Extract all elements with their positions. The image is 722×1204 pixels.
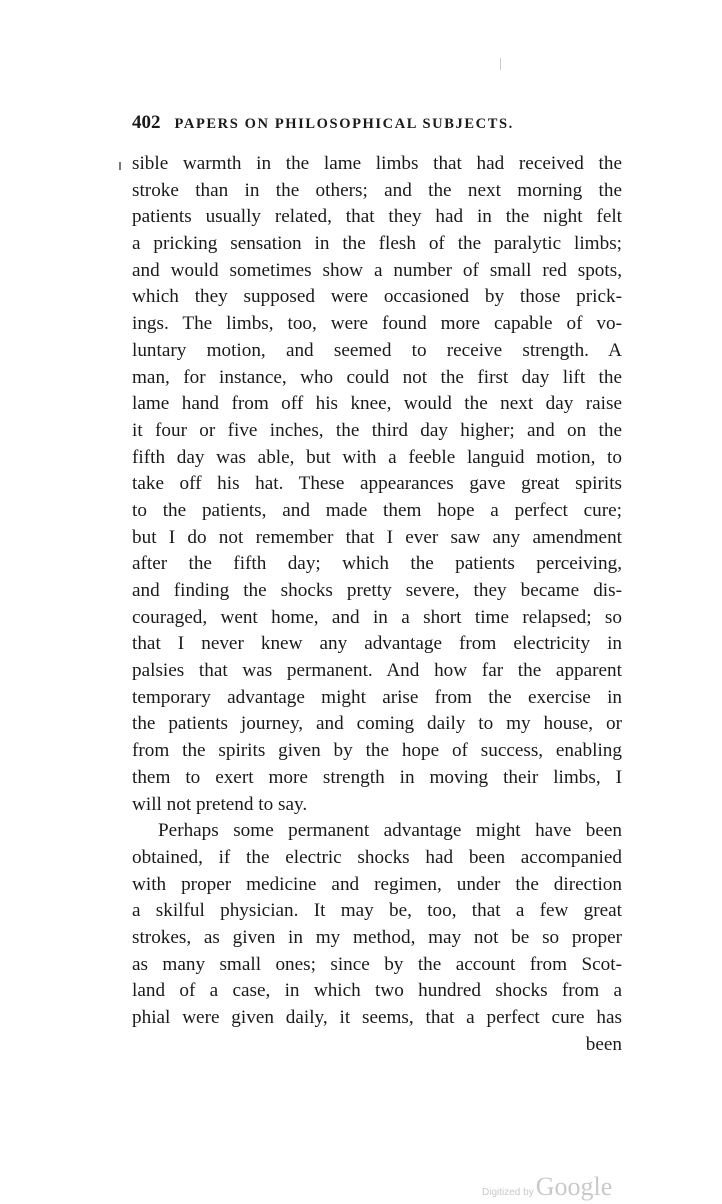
text-line: sible warmth in the lame limbs that had received the [132, 153, 622, 174]
catchword: been [585, 1033, 622, 1055]
text-line: stroke than in the others; and the next morning the [132, 179, 622, 201]
text-line: that I never knew any advantage from electricity in [132, 633, 622, 655]
text-line: after the fifth day; which the patients perceiving, [132, 553, 622, 575]
page-number: 402 [132, 112, 161, 133]
text-line: fifth day was able, but with a feeble languid motion, to [132, 446, 622, 468]
text-line: temporary advantage might arise from the exercise in [132, 686, 622, 708]
scan-mark [500, 58, 501, 70]
text-line: and finding the shocks pretty severe, they became dis- [132, 580, 622, 601]
text-line: a pricking sensation in the flesh of the paralytic limbs; [132, 233, 622, 255]
text-line: ings. The limbs, too, were found more capable of vo- [132, 313, 622, 335]
text-line: couraged, went home, and in a short time relapsed; so [132, 606, 622, 628]
running-title: PAPERS ON PHILOSOPHICAL SUBJECTS. [174, 116, 514, 132]
text-line: with proper medicine and regimen, under the direction [132, 873, 622, 895]
text-line: which they supposed were occasioned by those prick- [132, 286, 622, 308]
watermark-brand: Google [535, 1172, 613, 1201]
text-line: phial were given daily, it seems, that a perfect cure has [132, 1007, 622, 1028]
text-line: man, for instance, who could not the first day lift the [132, 366, 622, 388]
text-line: luntary motion, and seemed to receive strength. A [132, 339, 622, 361]
text-line: them to exert more strength in moving their limbs, I [132, 766, 622, 788]
text-line: but I do not remember that I ever saw any amendment [132, 526, 622, 548]
text-line: from the spirits given by the hope of success, enabling [132, 740, 622, 762]
paragraph-2 [132, 818, 622, 1032]
text-line: lame hand from off his knee, would the next day raise [132, 393, 622, 415]
text-line: it four or five inches, the third day higher; and on the [132, 419, 622, 441]
text-line: and would sometimes show a number of small red spots, [132, 259, 622, 281]
text-line: patients usually related, that they had in the night felt [132, 206, 622, 228]
text-line: to the patients, and made them hope a perfect cure; [132, 499, 622, 521]
body-text [132, 151, 622, 1058]
text-line: will not pretend to say. [132, 793, 308, 815]
text-line: obtained, if the electric shocks had been accompanied [132, 846, 622, 868]
text-line: take off his hat. These appearances gave great spirits [132, 473, 622, 495]
text-line: land of a case, in which two hundred shocks from a [132, 980, 622, 1002]
text-line: Perhaps some permanent advantage might have been [158, 820, 622, 842]
text-line: palsies that was permanent. And how far the apparent [132, 660, 622, 682]
text-line: strokes, as given in my method, may not be so proper [132, 926, 622, 948]
text-line: the patients journey, and coming daily to my house, or [132, 713, 622, 735]
margin-mark [119, 162, 121, 170]
text-line: a skilful physician. It may be, too, that a few great [132, 900, 622, 922]
paragraph-1 [132, 151, 622, 818]
running-header [132, 112, 622, 134]
text-line: as many small ones; since by the account from Scot- [132, 953, 622, 975]
digitization-watermark [482, 1172, 612, 1202]
watermark-prefix: Digitized by [482, 1187, 534, 1198]
